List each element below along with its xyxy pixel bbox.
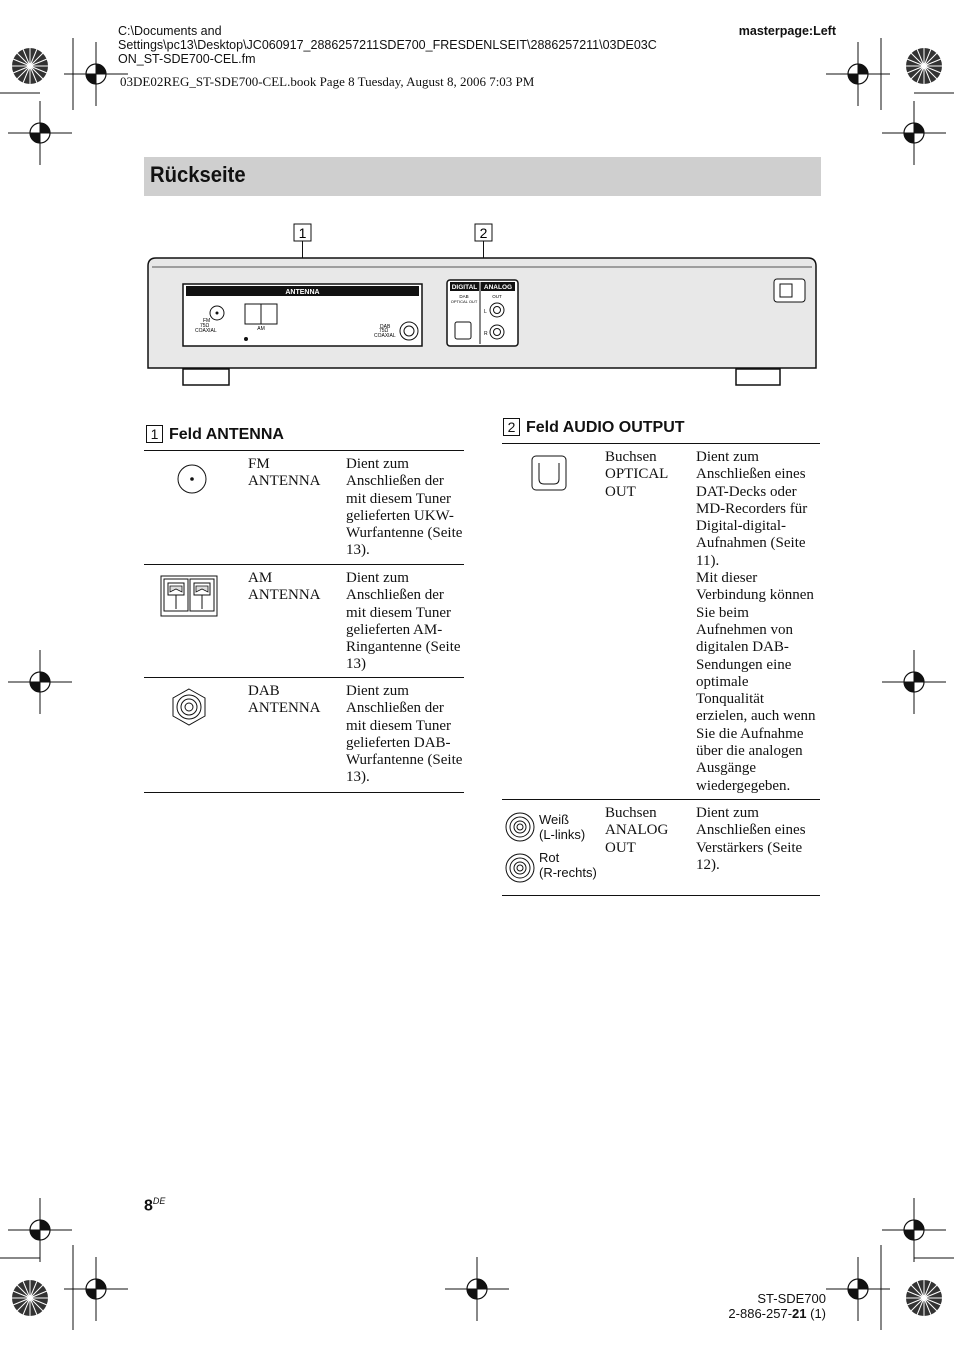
page-number [144, 1196, 165, 1215]
table-row [144, 678, 464, 793]
antenna-table [144, 450, 464, 793]
connector-description: Dient zum Anschließen eines DAT-Decks oder MD-Recorders für Digital-digital- Aufnahmen (Seite 11). Mit dieser Verbindung können Sie beim Aufnehmen von digitalen DAB- Sendungen eine optimale Tonqualität erzielen, auch wenn Sie die Aufnahme über die analogen Ausgänge wiedergegeben. [696, 449, 816, 794]
table-row [502, 800, 820, 896]
section-title-antenna: Feld ANTENNA [169, 426, 284, 443]
connector-description: Dient zum Anschließen der mit diesem Tuner gelieferten AM- Ringantenne (Seite 13) [346, 570, 461, 673]
svg-text:DAB: DAB [459, 294, 469, 299]
am-panel-label: AM [257, 326, 265, 332]
jack-white-label: Weiß (L-links) [539, 812, 586, 842]
dab-coax-icon [170, 688, 208, 726]
file-path [118, 24, 657, 66]
file-path-line: Settings\pc13\Desktop\JC060917_2886257211SDE700_FRESDENLSEIT\2886257211\03DE03C [118, 38, 657, 52]
svg-text:L: L [484, 309, 487, 315]
connector-name: Buchsen OPTICAL OUT [605, 449, 669, 500]
part-code-suffix: (1) [806, 1306, 826, 1321]
file-path-line: ON_ST-SDE700-CEL.fm [118, 52, 256, 66]
connector-name: FM ANTENNA [248, 456, 321, 490]
part-code-bold: 21 [792, 1306, 807, 1321]
section-number-2: 2 [503, 418, 520, 436]
optical-jack-icon [531, 455, 567, 491]
jack-red-label: Rot (R-rechts) [539, 850, 597, 880]
svg-text:FM: FM [203, 318, 211, 324]
connector-name: DAB ANTENNA [248, 683, 321, 717]
audio-output-table [502, 443, 820, 896]
section-title-audio-output: Feld AUDIO OUTPUT [526, 419, 685, 436]
table-row [144, 451, 464, 565]
digital-panel-label: DIGITAL [451, 284, 478, 291]
connector-description: Dient zum Anschließen eines Verstärkers (Seite 12). [696, 805, 806, 873]
antenna-panel-label: ANTENNA [285, 289, 320, 296]
svg-text:COAXIAL: COAXIAL [195, 328, 217, 334]
svg-text:75Ω: 75Ω [379, 328, 389, 334]
svg-text:75Ω: 75Ω [200, 323, 210, 329]
masterpage-label: masterpage:Left [738, 24, 836, 38]
am-terminal-icon [160, 575, 218, 617]
section-heading-antenna [146, 425, 284, 444]
svg-text:R: R [484, 331, 488, 337]
callout-1: 1 [298, 225, 307, 241]
connector-description: Dient zum Anschließen der mit diesem Tuner gelieferten DAB- Wurfantenne (Seite 13). [346, 683, 463, 786]
svg-text:OPTICAL OUT: OPTICAL OUT [450, 299, 478, 304]
page-number-suffix: DE [152, 1196, 166, 1206]
callout-2: 2 [479, 225, 488, 241]
table-row [502, 444, 820, 800]
model-name: ST-SDE700 [757, 1291, 826, 1306]
connector-name: Buchsen ANALOG OUT [605, 805, 669, 856]
page-title: Rückseite [150, 162, 246, 187]
connector-name: AM ANTENNA [248, 570, 321, 604]
model-info [728, 1291, 826, 1321]
section-heading-audio-output [503, 418, 685, 437]
connector-description: Dient zum Anschließen der mit diesem Tuner gelieferten UKW- Wurfantenne (Seite 13). [346, 456, 463, 559]
page-number-value: 8 [144, 1197, 153, 1215]
table-row [144, 565, 464, 678]
rear-panel-diagram [140, 215, 830, 395]
analog-panel-label: ANALOG [483, 284, 513, 291]
svg-text:DAB: DAB [380, 324, 391, 330]
svg-text:COAXIAL: COAXIAL [374, 333, 396, 339]
book-info-line: 03DE02REG_ST-SDE700-CEL.book Page 8 Tuesday, August 8, 2006 7:03 PM [120, 74, 535, 89]
part-code [728, 1306, 826, 1321]
fm-jack-icon [176, 463, 208, 495]
file-path-line: C:\Documents and [118, 24, 222, 38]
part-code-prefix: 2-886-257- [728, 1306, 793, 1321]
rca-jack-icon [504, 810, 538, 884]
svg-text:OUT: OUT [492, 294, 502, 299]
title-bar [144, 157, 821, 196]
section-number-1: 1 [146, 425, 163, 443]
